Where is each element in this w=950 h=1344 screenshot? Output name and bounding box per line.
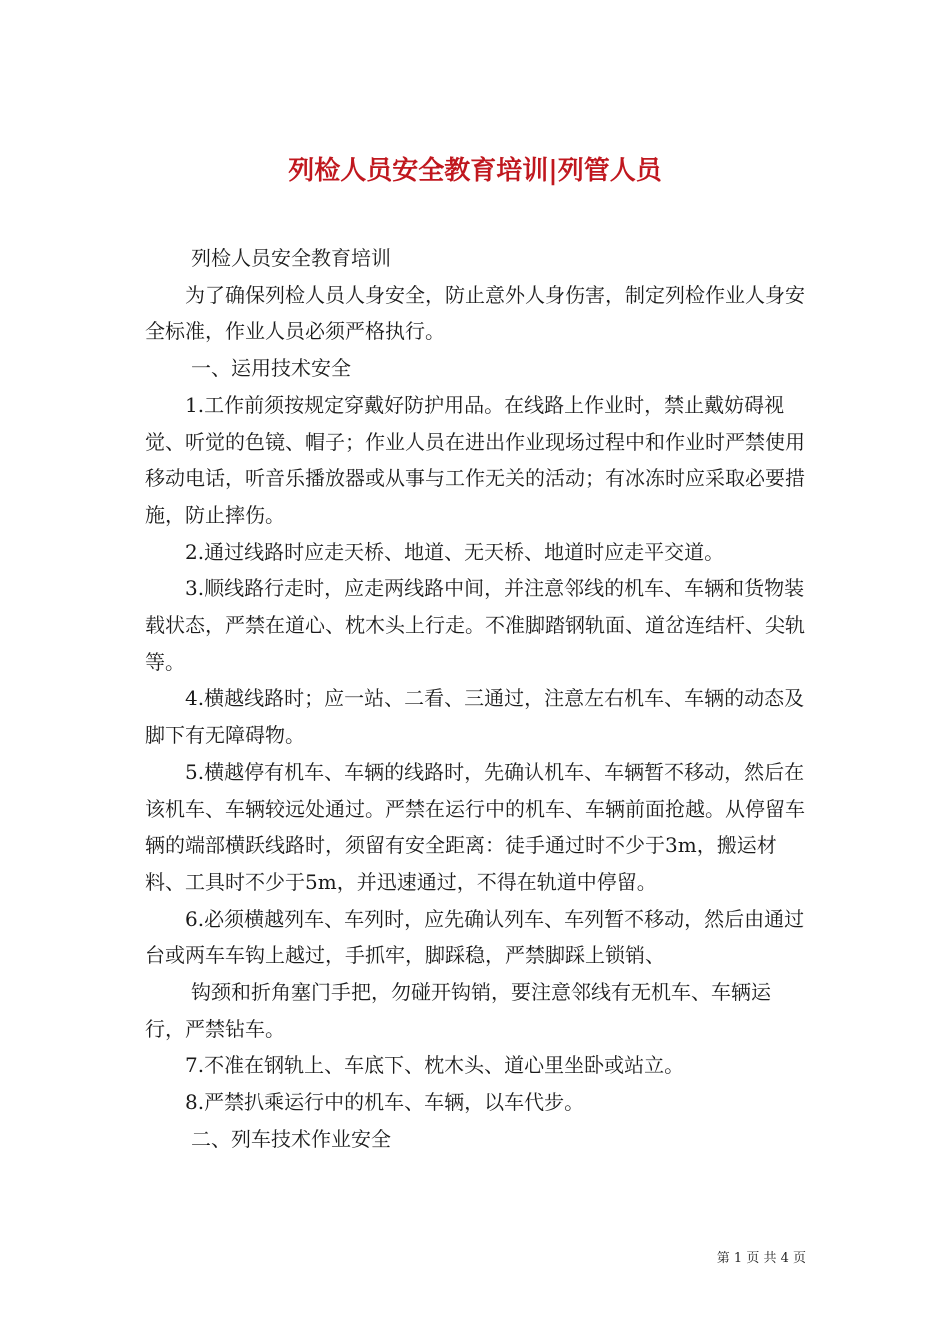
- paragraph-item-6-continued: 钩颈和折角塞门手把，勿碰开钩销，要注意邻线有无机车、车辆运行，严禁钻车。: [145, 980, 771, 1041]
- document-title: 列检人员安全教育培训|列管人员: [288, 156, 662, 187]
- paragraph-intro: 为了确保列检人员人身安全，防止意外人身伤害，制定列检作业人身安全标准，作业人员必须严格执行。: [145, 282, 805, 344]
- paragraph-item-1: 1.工作前须按规定穿戴好防护用品。在线路上作业时，禁止戴妨碍视觉、听觉的色镜、帽子；作业人员在进出作业现场过程中和作业时严禁使用移动电话，听音乐播放器或从事与工作无关的活动；有冰冻时应采取必要措施，防止摔伤。: [145, 392, 805, 527]
- page-number: 第 1 页 共 4 页: [716, 1251, 806, 1266]
- paragraph-item-4: 4.横越线路时；应一站、二看、三通过，注意左右机车、车辆的动态及脚下有无障碍物。: [145, 686, 805, 748]
- section-heading-training: 列检人员安全教育培训: [191, 246, 391, 270]
- section-heading-1: 一、运用技术安全: [191, 356, 351, 381]
- paragraph-item-7: 7.不准在钢轨上、车底下、枕木头、道心里坐卧或站立。: [185, 1053, 685, 1078]
- section-heading-2: 二、列车技术作业安全: [191, 1126, 391, 1151]
- document-body: [145, 240, 810, 1158]
- paragraph-item-3: 3.顺线路行走时，应走两线路中间，并注意邻线的机车、车辆和货物装载状态，严禁在道心、枕木头上行走。不准脚踏钢轨面、道岔连结杆、尖轨等。: [145, 576, 805, 674]
- paragraph-item-2: 2.通过线路时应走天桥、地道、无天桥、地道时应走平交道。: [185, 539, 725, 564]
- paragraph-item-5: 5.横越停有机车、车辆的线路时，先确认机车、车辆暂不移动，然后在该机车、车辆较远处通过。严禁在运行中的机车、车辆前面抢越。从停留车辆的端部横跃线路时，须留有安全距离：徒手通过时不少于3m，搬运材料、工具时不少于5m，并迅速通过，不得在轨道中停留。: [145, 759, 805, 894]
- paragraph-item-8: 8.严禁扒乘运行中的机车、车辆，以车代步。: [185, 1090, 585, 1115]
- paragraph-item-6: 6.必须横越列车、车列时，应先确认列车、车列暂不移动，然后由通过台或两车车钩上越过，手抓牢，脚踩稳，严禁脚踩上锁销、: [145, 906, 805, 968]
